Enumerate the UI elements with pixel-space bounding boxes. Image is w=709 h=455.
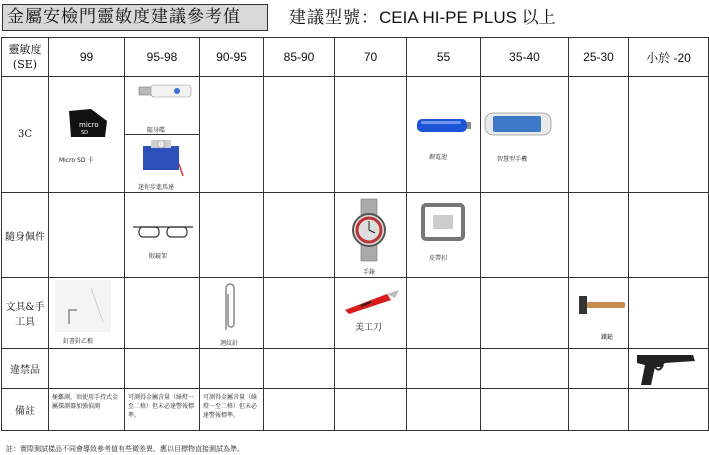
note-85-90 [264, 389, 335, 431]
row-header-prohibited: 違禁品 [2, 349, 49, 389]
cell-pro-95-98 [125, 349, 200, 389]
col-header: 35-40 [481, 38, 569, 77]
row-remarks [2, 389, 709, 431]
cell-sta-35-40 [481, 278, 569, 349]
note-25-30 [569, 389, 629, 431]
cell-acc-95-98 [125, 193, 200, 278]
row-prohibited [2, 349, 709, 389]
item-label: 迷你步進馬達 [138, 184, 175, 191]
cell-sta-95-98 [125, 278, 200, 349]
svg-text:micro: micro [79, 121, 99, 129]
sensitivity-table [1, 37, 709, 431]
col-header: 85-90 [264, 38, 335, 77]
cell-pro-90-95 [200, 349, 264, 389]
belt-buckle-icon [421, 203, 465, 243]
model-prefix: 建議型號： [289, 8, 379, 28]
cell-3c-95-98 [125, 77, 200, 193]
cell-sta-lt20 [629, 278, 709, 349]
cell-acc-70 [335, 193, 407, 278]
cell-sta-90-95 [200, 278, 264, 349]
cell-acc-90-95 [200, 193, 264, 278]
corner-header: 靈敏度(SE) [2, 38, 49, 77]
cell-acc-99 [49, 193, 125, 278]
item-label: 隨身碟 [147, 127, 166, 134]
item-label: Micro SD 卡 [59, 157, 94, 164]
model-name: CEIA HI-PE PLUS 以上 [379, 8, 556, 27]
cell-sta-99 [49, 278, 125, 349]
note-lt20 [629, 389, 709, 431]
cell-sta-70 [335, 278, 407, 349]
cell-3c-85-90 [264, 77, 335, 193]
note-90-95: 可測得金屬含量（綠燈一至二格）但未必達警報標準。 [200, 389, 264, 431]
cell-acc-35-40 [481, 193, 569, 278]
item-label: 美工刀 [355, 323, 383, 333]
cell-pro-70 [335, 349, 407, 389]
cell-3c-55 [407, 77, 481, 193]
cell-pro-lt20 [629, 349, 709, 389]
servo-motor-icon [139, 138, 185, 178]
item-label: 釘書針乙根 [63, 338, 94, 345]
cell-pro-99 [49, 349, 125, 389]
cell-pro-25-30 [569, 349, 629, 389]
staple-icon [55, 280, 111, 332]
row-stationery [2, 278, 709, 349]
utility-knife-icon [341, 288, 401, 314]
cell-pro-35-40 [481, 349, 569, 389]
cell-divider [125, 134, 199, 135]
item-label: 迴紋針 [220, 340, 239, 347]
cell-3c-99 [49, 77, 125, 193]
cell-sta-55 [407, 278, 481, 349]
cell-3c-70 [335, 77, 407, 193]
item-label: 智慧型手機 [497, 156, 528, 163]
paper-clip-icon [220, 280, 240, 334]
note-55 [407, 389, 481, 431]
recommended-model [289, 4, 556, 31]
note-35-40 [481, 389, 569, 431]
note-70 [335, 389, 407, 431]
item-label: 皮帶扣 [429, 255, 448, 262]
cell-sta-85-90 [264, 278, 335, 349]
battery-icon [415, 115, 473, 135]
cell-pro-85-90 [264, 349, 335, 389]
svg-text:SD: SD [81, 130, 89, 136]
cell-3c-90-95 [200, 77, 264, 193]
row-header-3c: 3C [2, 77, 49, 193]
col-header: 90-95 [200, 38, 264, 77]
row-3c [2, 77, 709, 193]
page-title: 金屬安檢門靈敏度建議參考值 [2, 4, 268, 31]
cell-acc-lt20 [629, 193, 709, 278]
hammer-icon [577, 292, 627, 318]
col-header: 55 [407, 38, 481, 77]
smartphone-icon [483, 109, 555, 139]
col-header: 70 [335, 38, 407, 77]
cell-sta-25-30 [569, 278, 629, 349]
row-header-accessories: 隨身佩件 [2, 193, 49, 278]
row-header-stationery: 文具&手工具 [2, 278, 49, 349]
glasses-icon [131, 219, 195, 241]
item-label: 鐵鎚 [601, 334, 614, 341]
watch-icon [347, 197, 391, 263]
row-header-remarks: 備註 [2, 389, 49, 431]
footnote: 註：實際測試樣品不同會導致參考值有些微差異，應以目標物直接測試為準。 [6, 445, 244, 453]
cell-acc-85-90 [264, 193, 335, 278]
pistol-icon [635, 351, 699, 387]
cell-acc-55 [407, 193, 481, 278]
cell-3c-lt20 [629, 77, 709, 193]
microsd-icon [65, 107, 109, 139]
usb-drive-icon [137, 81, 193, 103]
note-99: 極難測，須使用手持式金屬探測器加強偵測 [49, 389, 125, 431]
col-header: 25-30 [569, 38, 629, 77]
item-label: 手錶 [363, 269, 376, 276]
row-accessories [2, 193, 709, 278]
cell-acc-25-30 [569, 193, 629, 278]
cell-3c-25-30 [569, 77, 629, 193]
cell-pro-55 [407, 349, 481, 389]
note-95-98: 可測得金屬含量（綠燈一至二格）但未必達警報標準。 [125, 389, 200, 431]
col-header: 小於 -20 [629, 38, 709, 77]
col-header: 95-98 [125, 38, 200, 77]
header-row [2, 38, 709, 77]
col-header: 99 [49, 38, 125, 77]
cell-3c-35-40 [481, 77, 569, 193]
item-label: 鋰電池 [429, 154, 448, 161]
item-label: 眼鏡架 [149, 253, 168, 260]
